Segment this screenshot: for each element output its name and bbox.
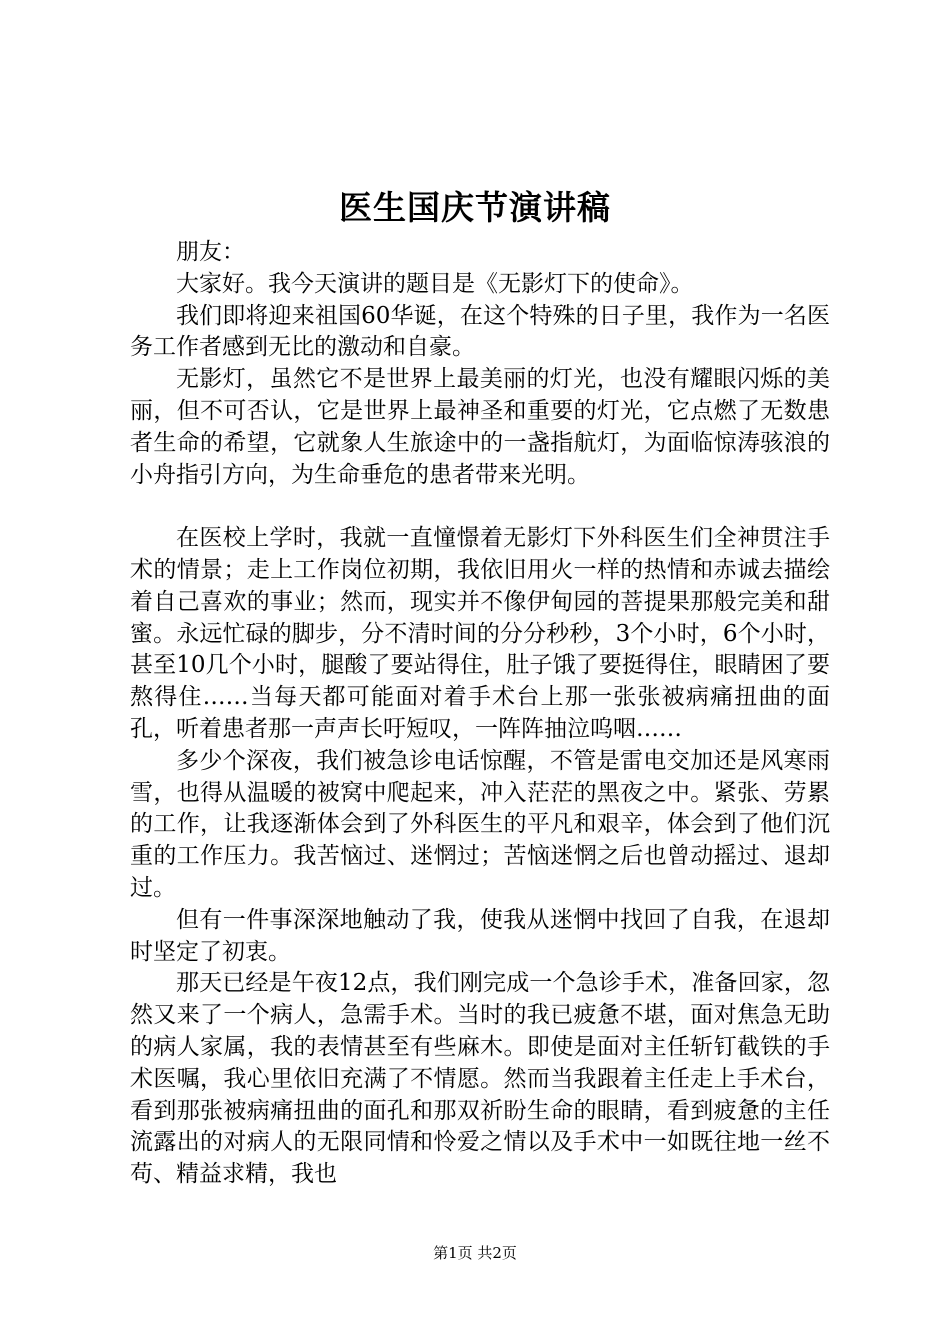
document-title: 医生国庆节演讲稿 <box>339 188 611 227</box>
paragraph-turning-point: 但有一件事深深地触动了我，使我从迷惘中找回了自我，在退却时坚定了初衷。 <box>130 906 830 965</box>
page-footer: 第1页 共2页 <box>433 1244 517 1262</box>
paragraph-school-memories: 在医校上学时，我就一直憧憬着无影灯下外科医生们全神贯注手术的情景；走上工作岗位初期，我依旧用火一样的热情和赤诚去描绘着自己喜欢的事业；然而，现实并不像伊甸园的菩提果那般完美和甜蜜。永远忙碌的脚步，分不清时间的分分秒秒，3个小时，6个小时，甚至10几个小时，腿酸了要站得住，肚子饿了要挺得住，眼睛困了要熬得住……当每天都可能面对着手术台上那一张张被病痛扭曲的面孔，听着患者那一声声长吁短叹，一阵阵抽泣呜咽…… <box>130 525 830 742</box>
paragraph-gap <box>130 491 830 523</box>
document-body <box>130 237 830 1191</box>
paragraph-salutation: 朋友： <box>176 239 245 265</box>
paragraph-anniversary: 我们即将迎来祖国60华诞，在这个特殊的日子里，我作为一名医务工作者感到无比的激动和自豪。 <box>130 302 830 361</box>
paragraph-late-nights: 多少个深夜，我们被急诊电话惊醒，不管是雷电交加还是风寒雨雪，也得从温暖的被窝中爬起来，冲入茫茫的黑夜之中。紧张、劳累的工作，让我逐渐体会到了外科医生的平凡和艰辛，体会到了他们沉重的工作压力。我苦恼过、迷惘过；苦恼迷惘之后也曾动摇过、退却过。 <box>130 747 830 901</box>
paragraph-shadowless-lamp: 无影灯，虽然它不是世界上最美丽的灯光，也没有耀眼闪烁的美丽，但不可否认，它是世界上最神圣和重要的灯光，它点燃了无数患者生命的希望，它就象人生旅途中的一盏指航灯，为面临惊涛骇浪的小舟指引方向，为生命垂危的患者带来光明。 <box>130 366 830 488</box>
paragraph-greeting: 大家好。我今天演讲的题目是《无影灯下的使命》。 <box>176 270 694 297</box>
paragraph-midnight-surgery: 那天已经是午夜12点，我们刚完成一个急诊手术，准备回家，忽然又来了一个病人，急需手术。当时的我已疲惫不堪，面对焦急无助的病人家属，我的表情甚至有些麻木。即使是面对主任斩钉截铁的手术医嘱，我心里依旧充满了不情愿。然而当我跟着主任走上手术台，看到那张被病痛扭曲的面孔和那双祈盼生命的眼睛，看到疲惫的主任流露出的对病人的无限同情和怜爱之情以及手术中一如既往地一丝不苟、精益求精，我也 <box>130 970 830 1188</box>
